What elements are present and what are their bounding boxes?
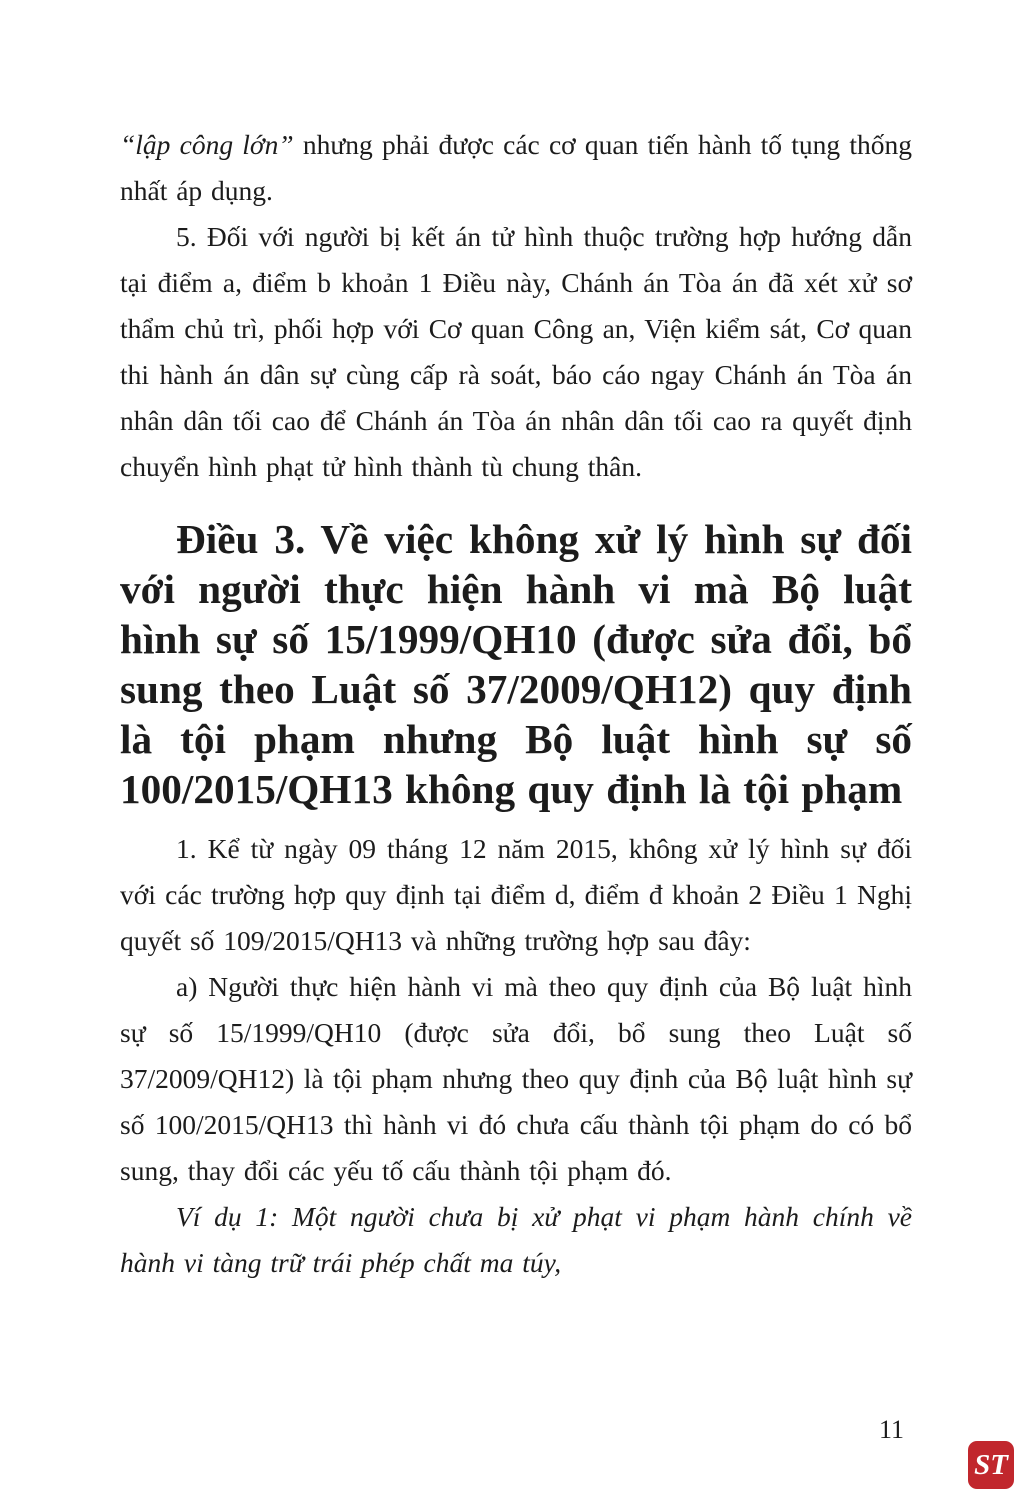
paragraph-point-a: a) Người thực hiện hành vi mà theo quy định của Bộ luật hình sự số 15/1999/QH10 (được sửa đổi, bổ sung theo Luật số 37/2009/QH12) là tội phạm nhưng theo quy định của Bộ luật hình sự số 100/2015/QH13 thì hành vi đó chưa cấu thành tội phạm do có bổ sung, thay đổi các yếu tố cấu thành tội phạm đó.: [120, 971, 912, 1186]
article-3-heading: Điều 3. Về việc không xử lý hình sự đối với người thực hiện hành vi mà Bộ luật hình sự số 15/1999/QH10 (được sửa đổi, bổ sung theo Luật số 37/2009/QH12) quy định là tội phạm nhưng Bộ luật hình sự số 100/2015/QH13 không quy định là tội phạm: [120, 516, 912, 812]
paragraph-continuation-text: nhưng phải được các cơ quan tiến hành tố tụng thống nhất áp dụng.: [120, 129, 912, 206]
paragraph-example-1: Ví dụ 1: Một người chưa bị xử phạt vi phạm hành chính về hành vi tàng trữ trái phép chất ma túy,: [120, 1201, 912, 1278]
quoted-italic-phrase: “lập công lớn”: [120, 129, 294, 160]
publisher-logo: [968, 1441, 1014, 1489]
paragraph-continuation: [120, 122, 912, 214]
paragraph-clause-1: 1. Kể từ ngày 09 tháng 12 năm 2015, không xử lý hình sự đối với các trường hợp quy định tại điểm d, điểm đ khoản 2 Điều 1 Nghị quyết số 109/2015/QH13 và những trường hợp sau đây:: [120, 833, 912, 956]
paragraph-item-5: 5. Đối với người bị kết án tử hình thuộc trường hợp hướng dẫn tại điểm a, điểm b khoản 1 Điều này, Chánh án Tòa án đã xét xử sơ thẩm chủ trì, phối hợp với Cơ quan Công an, Viện kiểm sát, Cơ quan thi hành án dân sự cùng cấp rà soát, báo cáo ngay Chánh án Tòa án nhân dân tối cao để Chánh án Tòa án nhân dân tối cao ra quyết định chuyển hình phạt tử hình thành tù chung thân.: [120, 221, 912, 482]
page-content: [120, 122, 912, 1286]
page-number: 11: [878, 1415, 904, 1444]
publisher-logo-text: ST: [974, 1448, 1008, 1481]
